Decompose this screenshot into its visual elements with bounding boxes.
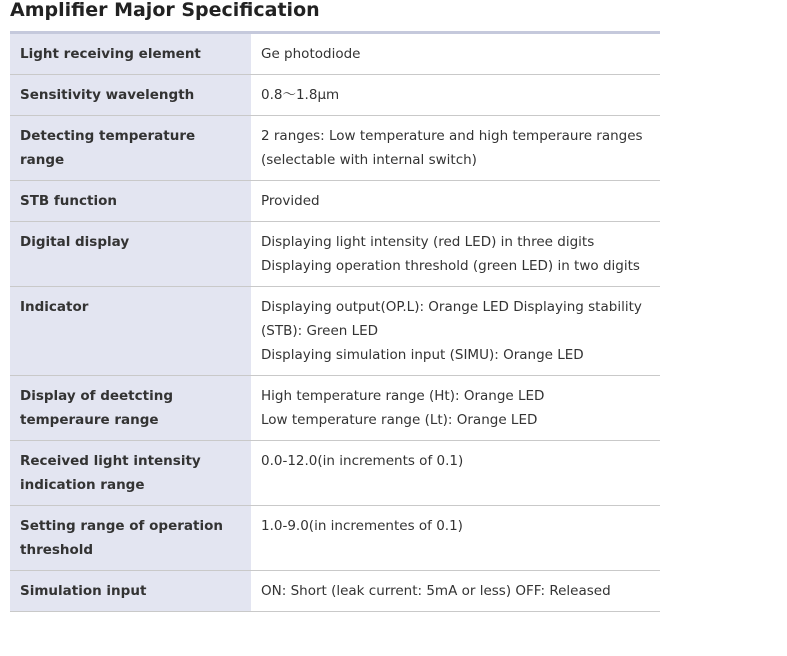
spec-label: STB function bbox=[10, 181, 251, 222]
table-row bbox=[10, 222, 660, 287]
spec-label: Display of deetcting temperaure range bbox=[10, 376, 251, 441]
spec-value-line: Displaying simulation input (SIMU): Orange LED bbox=[261, 347, 584, 363]
spec-value-line: 0.8〜1.8μm bbox=[261, 87, 340, 103]
spec-value-line: (STB): Green LED bbox=[261, 323, 379, 339]
table-row bbox=[10, 571, 660, 612]
spec-value bbox=[251, 222, 660, 287]
spec-value-line: 2 ranges: Low temperature and high temperaure ranges bbox=[261, 128, 643, 144]
spec-value bbox=[251, 571, 660, 612]
page-title: Amplifier Major Specification bbox=[10, 0, 320, 21]
spec-value bbox=[251, 376, 660, 441]
spec-value bbox=[251, 181, 660, 222]
spec-label: Sensitivity wavelength bbox=[10, 75, 251, 116]
table-row bbox=[10, 441, 660, 506]
spec-value-line: (selectable with internal switch) bbox=[261, 152, 477, 168]
spec-label: Setting range of operation threshold bbox=[10, 506, 251, 571]
spec-value-line: Displaying output(OP.L): Orange LED Displaying stability bbox=[261, 299, 642, 315]
spec-value-line: Displaying light intensity (red LED) in three digits bbox=[261, 234, 595, 250]
spec-value bbox=[251, 116, 660, 181]
spec-value-line: 1.0-9.0(in incrementes of 0.1) bbox=[261, 518, 463, 534]
spec-value-line: Low temperature range (Lt): Orange LED bbox=[261, 412, 538, 428]
spec-value-line: Displaying operation threshold (green LED) in two digits bbox=[261, 258, 640, 274]
table-row bbox=[10, 75, 660, 116]
spec-value bbox=[251, 287, 660, 376]
table-row bbox=[10, 287, 660, 376]
spec-label: Simulation input bbox=[10, 571, 251, 612]
table-row bbox=[10, 376, 660, 441]
spec-value-line: Ge photodiode bbox=[261, 46, 361, 62]
spec-value bbox=[251, 33, 660, 75]
spec-value-line: ON: Short (leak current: 5mA or less) OFF: Released bbox=[261, 583, 611, 599]
table-row bbox=[10, 506, 660, 571]
spec-value-line: High temperature range (Ht): Orange LED bbox=[261, 388, 545, 404]
table-row bbox=[10, 33, 660, 75]
table-row bbox=[10, 181, 660, 222]
spec-value bbox=[251, 75, 660, 116]
spec-value-line: Provided bbox=[261, 193, 320, 209]
spec-label: Light receiving element bbox=[10, 33, 251, 75]
spec-label: Digital display bbox=[10, 222, 251, 287]
spec-label: Detecting temperature range bbox=[10, 116, 251, 181]
spec-label: Indicator bbox=[10, 287, 251, 376]
spec-label: Received light intensity indication range bbox=[10, 441, 251, 506]
spec-table bbox=[10, 31, 660, 612]
table-row bbox=[10, 116, 660, 181]
spec-value bbox=[251, 506, 660, 571]
spec-value-line: 0.0-12.0(in increments of 0.1) bbox=[261, 453, 464, 469]
spec-value bbox=[251, 441, 660, 506]
